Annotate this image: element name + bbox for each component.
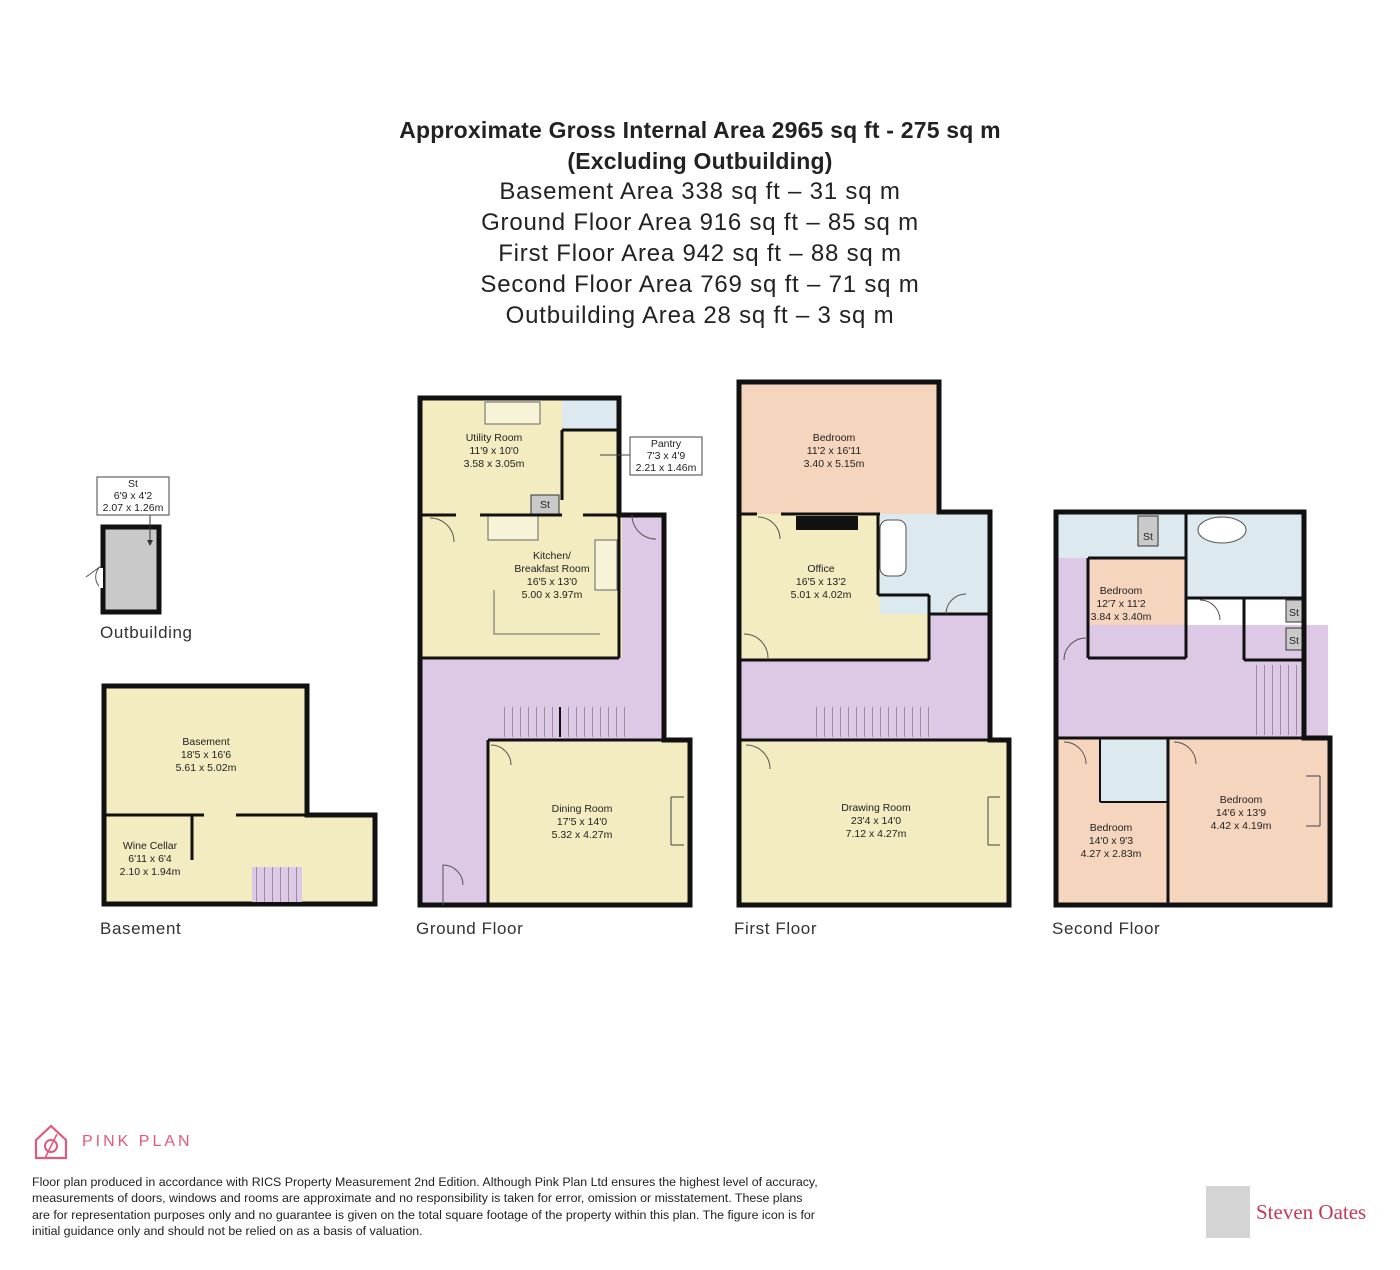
area-ground: Ground Floor Area 916 sq ft – 85 sq m [481, 209, 919, 236]
label-second-floor: Second Floor [1052, 919, 1161, 938]
drawing-name: Drawing Room [841, 802, 911, 814]
pinkplan-logo-icon [36, 1126, 66, 1158]
utility-imperial: 11'9 x 10'0 [469, 445, 519, 457]
dining-imperial: 17'5 x 14'0 [556, 816, 608, 828]
kitchen-metric: 5.00 x 3.97m [521, 589, 583, 601]
label-outbuilding: Outbuilding [100, 623, 193, 642]
second-st-label-2: St [1289, 607, 1299, 619]
second-bedroom3-metric: 4.42 x 4.19m [1210, 820, 1272, 832]
store-out-metric: 2.07 x 1.26m [102, 502, 164, 514]
kitchen-imperial: 16'5 x 13'0 [526, 576, 578, 588]
basement-name: Basement [182, 736, 230, 748]
pantry-imperial: 7'3 x 4'9 [646, 450, 686, 462]
disclaimer-text: Floor plan produced in accordance with RICS Property Measurement 2nd Edition. Although Pink Plan Ltd ensures the highest level of accuracy, measurements of doors, windows and rooms are approximate and no responsibility is taken for error, omission or misstatement. These plans are for representation purposes only and no guarantee is given on the total square footage of the property within this plan. The figure icon is for initial guidance only and should not be relied on as a basis of valuation. [32, 1175, 818, 1238]
basement-plan [104, 686, 375, 904]
wine-cellar-imperial: 6'11 x 6'4 [128, 853, 172, 865]
second-bedroom1-metric: 3.84 x 3.40m [1090, 611, 1152, 623]
utility-metric: 3.58 x 3.05m [463, 458, 525, 470]
basement-imperial: 18'5 x 16'6 [180, 749, 232, 761]
utility-name: Utility Room [465, 432, 523, 444]
ground-floor-plan [420, 398, 702, 905]
wine-cellar-name: Wine Cellar [122, 840, 178, 852]
area-second: Second Floor Area 769 sq ft – 71 sq m [480, 271, 920, 298]
dining-metric: 5.32 x 4.27m [551, 829, 613, 841]
office-imperial: 16'5 x 13'2 [795, 576, 847, 588]
office-name: Office [807, 563, 835, 575]
pinkplan-brand: PINK PLAN [82, 1133, 193, 1150]
pantry-name: Pantry [650, 438, 682, 450]
second-bedroom2-metric: 4.27 x 2.83m [1080, 848, 1142, 860]
label-basement: Basement [100, 919, 182, 938]
pantry-metric: 2.21 x 1.46m [635, 462, 697, 474]
dining-name: Dining Room [551, 803, 613, 815]
area-outbuilding: Outbuilding Area 28 sq ft – 3 sq m [505, 302, 895, 329]
first-bedroom-metric: 3.40 x 5.15m [803, 458, 865, 470]
area-first: First Floor Area 942 sq ft – 88 sq m [498, 240, 902, 267]
drawing-imperial: 23'4 x 14'0 [850, 815, 902, 827]
second-st-label-3: St [1289, 635, 1299, 647]
second-bedroom2-imperial: 14'0 x 9'3 [1088, 835, 1134, 847]
store-out-imperial: 6'9 x 4'2 [113, 490, 153, 502]
first-floor-plan [739, 382, 1009, 905]
wine-cellar-metric: 2.10 x 1.94m [119, 866, 181, 878]
area-basement: Basement Area 338 sq ft – 31 sq m [499, 178, 901, 205]
kitchen-name-2: Breakfast Room [514, 563, 590, 575]
office-metric: 5.01 x 4.02m [790, 589, 852, 601]
label-first-floor: First Floor [734, 919, 818, 938]
second-floor-plan [1056, 512, 1330, 905]
steven-oates-logo-box [1206, 1186, 1250, 1238]
steven-oates-brand: Steven Oates [1256, 1200, 1367, 1224]
second-st-label-1: St [1143, 531, 1153, 543]
second-bedroom2-name: Bedroom [1089, 822, 1133, 834]
second-bedroom1-imperial: 12'7 x 11'2 [1096, 598, 1146, 610]
second-bedroom1-name: Bedroom [1099, 585, 1143, 597]
outbuilding-plan [86, 477, 169, 612]
second-bedroom3-imperial: 14'6 x 13'9 [1215, 807, 1267, 819]
ground-st-label: St [540, 499, 550, 511]
drawing-metric: 7.12 x 4.27m [845, 828, 907, 840]
first-bedroom-imperial: 11'2 x 16'11 [806, 445, 862, 457]
label-ground-floor: Ground Floor [416, 919, 524, 938]
store-out-name: St [128, 478, 138, 490]
area-subtitle: (Excluding Outbuilding) [567, 148, 833, 174]
basement-metric: 5.61 x 5.02m [175, 762, 237, 774]
first-bedroom-name: Bedroom [812, 432, 856, 444]
area-title: Approximate Gross Internal Area 2965 sq ft - 275 sq m [399, 117, 1001, 143]
kitchen-name-1: Kitchen/ [533, 550, 571, 562]
second-bedroom3-name: Bedroom [1219, 794, 1263, 806]
